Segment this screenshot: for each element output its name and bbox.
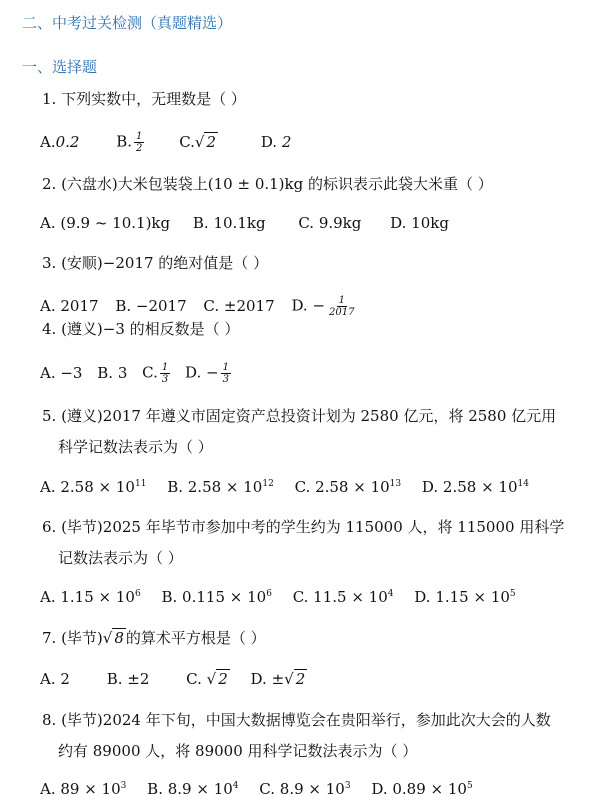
question-7-options	[40, 670, 329, 688]
option-d: D. $1.15 \times 10^5$	[414, 588, 516, 606]
option-d: D. 10kg	[390, 214, 449, 232]
question-6-options	[40, 588, 538, 606]
option-c: C. $\frac{1}{3}$	[142, 362, 169, 385]
option-a: A.0.2	[40, 132, 80, 151]
option-b: B. −2017	[115, 296, 187, 315]
option-c: C. $11.5 \times 10^4$	[292, 588, 394, 606]
option-b: B. $2.58 \times 10^{12}$	[167, 478, 274, 496]
question-5-stem-line1: 5. (遵义)2017 年遵义市固定资产总投资计划为 2580 亿元，将 2580 亿元用	[42, 407, 557, 425]
question-1-stem: 1. 下列实数中，无理数是（ ）	[42, 90, 246, 108]
option-c: C. ±2017	[203, 296, 275, 315]
subsection-title: 一、选择题	[22, 58, 98, 76]
option-b: B. $0.115 \times 10^6$	[161, 588, 272, 606]
question-1-options	[40, 131, 313, 154]
section-title: 二、中考过关检测（真题精选）	[22, 14, 233, 32]
option-d: D. − $\frac{1}{3}$	[185, 362, 230, 385]
option-c: C. $8.9 \times 10^3$	[259, 780, 351, 798]
question-6-stem-line2: 记数法表示为（ ）	[58, 549, 183, 567]
option-a: A. $89 \times 10^3$	[40, 780, 127, 798]
option-a: A. 2	[40, 670, 70, 688]
option-b: B. ±2	[106, 670, 150, 688]
option-c: C.√ 2	[179, 132, 217, 151]
option-d: D. ±√ 2	[250, 670, 306, 688]
question-3-options	[40, 295, 379, 318]
option-d: D. − $\frac{1}{2017}$	[291, 295, 355, 318]
option-a: A. $2.58 \times 10^{11}$	[40, 478, 147, 496]
option-a: A. (9.9 ~ 10.1)kg	[40, 214, 171, 232]
question-8-stem-line1: 8. (毕节)2024 年下旬，中国大数据博览会在贵阳举行，参加此次大会的人数	[42, 711, 551, 729]
question-8-stem-line2: 约有 89000 人，将 89000 用科学记数法表示为（ ）	[58, 742, 418, 760]
question-5-options	[40, 478, 551, 496]
option-b: B. 3	[97, 363, 128, 382]
question-4-stem: 4. (遵义)−3 的相反数是（ ）	[42, 320, 240, 338]
option-a: A. $1.15 \times 10^6$	[40, 588, 141, 606]
option-a: A. −3	[40, 363, 83, 382]
option-b: B. $8.9 \times 10^4$	[147, 780, 239, 798]
option-a: A. 2017	[40, 296, 99, 315]
option-b: B. 10.1kg	[192, 214, 266, 232]
question-7-stem: 7. (毕节)√ 8 的算术平方根是（ ）	[42, 629, 266, 647]
question-4-options	[40, 362, 253, 385]
option-c: C. √ 2	[186, 670, 228, 688]
option-c: C. $2.58 \times 10^{13}$	[294, 478, 402, 496]
option-d: D. $0.89 \times 10^5$	[371, 780, 473, 798]
option-b: B. $\frac{1}{2}$	[116, 131, 143, 154]
question-5-stem-line2: 科学记数法表示为（ ）	[58, 438, 213, 456]
question-2-stem: 2. (六盘水)大米包装袋上(10 ± 0.1)kg 的标识表示此袋大米重（ ）	[42, 175, 493, 193]
option-d: D. 2	[260, 132, 292, 151]
question-6-stem-line1: 6. (毕节)2025 年毕节市参加中考的学生约为 115000 人，将 115000 用科学	[42, 518, 565, 536]
question-3-stem: 3. (安顺)−2017 的绝对值是（ ）	[42, 254, 269, 272]
option-c: C. 9.9kg	[298, 214, 362, 232]
question-2-options	[40, 214, 471, 232]
option-d: D. $2.58 \times 10^{14}$	[421, 478, 529, 496]
question-8-options	[40, 780, 495, 798]
